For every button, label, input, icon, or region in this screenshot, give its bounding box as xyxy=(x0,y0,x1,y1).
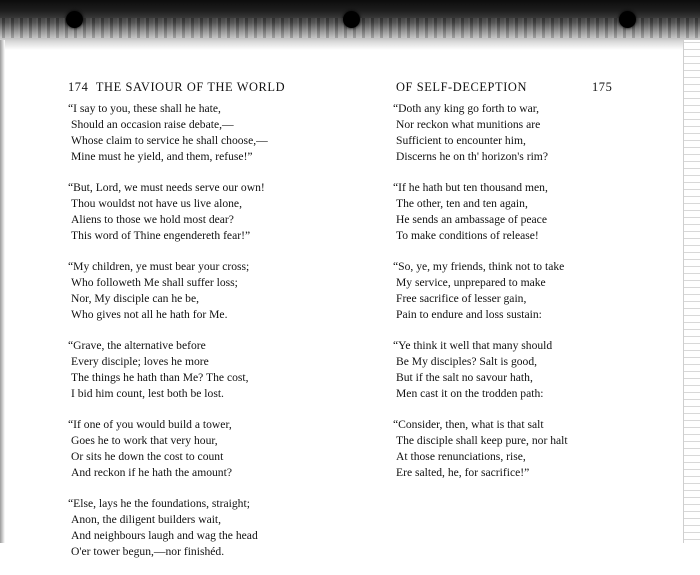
binder-hole xyxy=(343,11,360,28)
verse-line: My service, unprepared to make xyxy=(396,276,546,289)
right-running-head xyxy=(393,79,653,95)
verse-line: “Doth any king go forth to war, xyxy=(393,102,540,115)
verse-line: The things he hath than Me? The cost, xyxy=(71,371,249,384)
left-running-head xyxy=(68,79,330,95)
verse-line: “If one of you would build a tower, xyxy=(68,418,232,431)
stanza xyxy=(68,417,330,481)
verse-line: “I say to you, these shall he hate, xyxy=(68,102,221,115)
verse-line: “But, Lord, we must needs serve our own! xyxy=(68,181,265,194)
scan-right-edge xyxy=(683,40,700,543)
verse-line: Who followeth Me shall suffer loss; xyxy=(71,276,238,289)
stanza xyxy=(68,496,330,560)
verse-line: Whose claim to service he shall choose,— xyxy=(71,134,268,147)
verse-line: He sends an ambassage of peace xyxy=(396,213,547,226)
verse-line: Every disciple; loves he more xyxy=(71,355,209,368)
stanza xyxy=(68,180,330,244)
verse-line: The disciple shall keep pure, nor halt xyxy=(396,434,568,447)
right-page xyxy=(393,79,653,496)
verse-line: Aliens to those we hold most dear? xyxy=(71,213,234,226)
verse-line: Men cast it on the trodden path: xyxy=(396,387,544,400)
left-page xyxy=(68,79,330,575)
running-title: OF SELF-DECEPTION xyxy=(396,80,528,94)
verse-line: The other, ten and ten again, xyxy=(396,197,528,210)
verse-line: To make conditions of release! xyxy=(396,229,539,242)
scan-left-edge xyxy=(0,40,5,543)
stanza xyxy=(393,101,653,165)
verse-line: And neighbours laugh and wag the head xyxy=(71,529,258,542)
verse-line: “My children, ye must bear your cross; xyxy=(68,260,250,273)
verse-line: Ere salted, he, for sacrifice!” xyxy=(396,466,530,479)
verse-line: “Ye think it well that many should xyxy=(393,339,553,352)
verse-line: Sufficient to encounter him, xyxy=(396,134,526,147)
verse-line: Goes he to work that very hour, xyxy=(71,434,218,447)
verse-line: Free sacrifice of lesser gain, xyxy=(396,292,527,305)
running-title: THE SAVIOUR OF THE WORLD xyxy=(95,80,286,94)
stanza xyxy=(393,259,653,323)
verse-line: Or sits he down the cost to count xyxy=(71,450,224,463)
verse-line: Thou wouldst not have us live alone, xyxy=(71,197,242,210)
verse-line: “Else, lays he the foundations, straight; xyxy=(68,497,250,510)
verse-line: But if the salt no savour hath, xyxy=(396,371,533,384)
verse-line: Pain to endure and loss sustain: xyxy=(396,308,542,321)
verse-line: Nor, My disciple can he be, xyxy=(71,292,199,305)
verse-line: This word of Thine engendereth fear!” xyxy=(71,229,251,242)
stanza xyxy=(393,180,653,244)
right-poem xyxy=(393,101,653,481)
scanner-top-edge xyxy=(0,0,700,50)
stanza xyxy=(68,101,330,165)
stanza xyxy=(393,338,653,402)
verse-line: “If he hath but ten thousand men, xyxy=(393,181,548,194)
verse-line: O'er tower begun,—nor finishéd. xyxy=(71,545,225,558)
page-number: 174 xyxy=(68,80,89,94)
stanza xyxy=(68,259,330,323)
verse-line: I bid him count, lest both be lost. xyxy=(71,387,224,400)
verse-line: Who gives not all he hath for Me. xyxy=(71,308,228,321)
stanza xyxy=(68,338,330,402)
verse-line: Should an occasion raise debate,— xyxy=(71,118,234,131)
verse-line: Nor reckon what munitions are xyxy=(396,118,541,131)
verse-line: Discerns he on th' horizon's rim? xyxy=(396,150,548,163)
binder-hole xyxy=(66,11,83,28)
stanza xyxy=(393,417,653,481)
verse-line: Mine must he yield, and them, refuse!” xyxy=(71,150,253,163)
verse-line: Be My disciples? Salt is good, xyxy=(396,355,538,368)
verse-line: At those renunciations, rise, xyxy=(396,450,526,463)
page-number: 175 xyxy=(592,80,613,94)
verse-line: “So, ye, my friends, think not to take xyxy=(393,260,565,273)
verse-line: “Grave, the alternative before xyxy=(68,339,206,352)
binder-hole xyxy=(619,11,636,28)
verse-line: Anon, the diligent builders wait, xyxy=(71,513,222,526)
verse-line: And reckon if he hath the amount? xyxy=(71,466,232,479)
left-poem xyxy=(68,101,330,560)
verse-line: “Consider, then, what is that salt xyxy=(393,418,544,431)
